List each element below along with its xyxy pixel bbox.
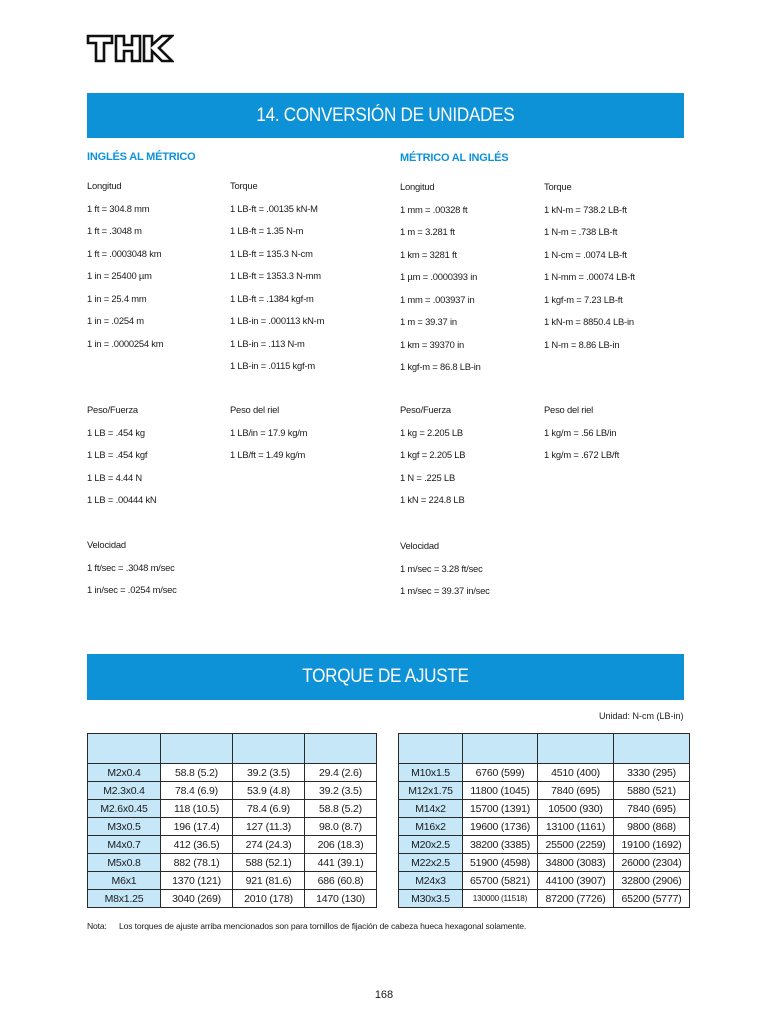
column-title: Peso/Fuerza xyxy=(400,404,451,415)
torque-cell: 130000 (11518) xyxy=(463,890,538,908)
heading-ingles-metrico: INGLÉS AL MÉTRICO xyxy=(87,151,196,163)
bolt-size-cell: M30x3.5 xyxy=(399,890,463,908)
table-row xyxy=(88,890,377,908)
conversion-item: 1 LB-ft = 1.35 N-m xyxy=(230,225,304,236)
conversion-item: 1 mm = .00328 ft xyxy=(400,203,468,215)
conversion-item: 1 mm = .003937 in xyxy=(400,293,475,305)
torque-cell: 441 (39.1) xyxy=(305,854,377,872)
footnote-label: Nota: xyxy=(87,921,107,931)
torque-cell: 26000 (2304) xyxy=(614,854,690,872)
conversion-item: 1 LB = .00444 kN xyxy=(87,494,157,505)
bolt-size-cell: M20x2.5 xyxy=(399,836,463,854)
conversion-item: 1 N-cm = .0074 LB-ft xyxy=(544,248,627,260)
conversion-item: 1 LB = .454 kgf xyxy=(87,449,148,460)
unit-note: Unidad: N-cm (LB-in) xyxy=(599,711,684,721)
torque-cell: 4510 (400) xyxy=(538,764,614,782)
torque-cell: 65700 (5821) xyxy=(463,872,538,890)
conversion-item: 1 m/sec = 39.37 in/sec xyxy=(400,585,490,596)
torque-cell: 206 (18.3) xyxy=(305,836,377,854)
torque-cell: 3040 (269) xyxy=(161,890,233,908)
table-row xyxy=(399,854,690,872)
column-title: Peso/Fuerza xyxy=(87,404,138,415)
conversion-item: 1 in = .0254 m xyxy=(87,315,144,326)
conversion-item: 1 kgf = 2.205 LB xyxy=(400,449,466,460)
table-header-cell xyxy=(233,734,305,764)
thk-logo xyxy=(86,30,174,66)
table-row xyxy=(88,836,377,854)
bolt-size-cell: M24x3 xyxy=(399,872,463,890)
bolt-size-cell: M8x1.25 xyxy=(88,890,161,908)
section-banner-conversion xyxy=(87,93,684,138)
conversion-item: 1 m = 3.281 ft xyxy=(400,226,455,237)
met-ing-riel-column xyxy=(544,404,619,472)
table-header-cell xyxy=(399,734,463,764)
ing-met-longitud-column xyxy=(87,180,163,360)
conversion-item: 1 LB-in = .0115 kgf-m xyxy=(230,360,315,371)
torque-cell: 11800 (1045) xyxy=(463,782,538,800)
table-row xyxy=(399,782,690,800)
torque-cell: 15700 (1391) xyxy=(463,800,538,818)
torque-cell: 5880 (521) xyxy=(614,782,690,800)
torque-cell: 10500 (930) xyxy=(538,800,614,818)
torque-cell: 38200 (3385) xyxy=(463,836,538,854)
torque-cell: 412 (36.5) xyxy=(161,836,233,854)
torque-cell: 44100 (3907) xyxy=(538,872,614,890)
torque-cell: 686 (60.8) xyxy=(305,872,377,890)
bolt-size-cell: M16x2 xyxy=(399,818,463,836)
conversion-item: 1 LB-ft = 1353.3 N-mm xyxy=(230,270,321,281)
column-title: Velocidad xyxy=(87,539,126,550)
torque-cell: 588 (52.1) xyxy=(233,854,305,872)
torque-cell: 921 (81.6) xyxy=(233,872,305,890)
conversion-item: 1 ft = .0003048 km xyxy=(87,247,162,259)
conversion-item: 1 km = 3281 ft xyxy=(400,248,457,260)
conversion-item: 1 LB-ft = 135.3 N-cm xyxy=(230,247,313,259)
torque-cell: 78.4 (6.9) xyxy=(233,800,305,818)
bolt-size-cell: M12x1.75 xyxy=(399,782,463,800)
column-title: Longitud xyxy=(87,180,122,191)
torque-cell: 78.4 (6.9) xyxy=(161,782,233,800)
conversion-item: 1 LB-in = .000113 kN-m xyxy=(230,315,325,326)
ing-met-peso-column xyxy=(87,404,157,517)
conversion-item: 1 LB = 4.44 N xyxy=(87,471,142,483)
bolt-size-cell: M5x0.8 xyxy=(88,854,161,872)
table-row xyxy=(88,854,377,872)
torque-cell: 19100 (1692) xyxy=(614,836,690,854)
conversion-item: 1 kN = 224.8 LB xyxy=(400,494,465,505)
section-banner-torque xyxy=(87,654,684,700)
bolt-size-cell: M10x1.5 xyxy=(399,764,463,782)
conversion-item: 1 µm = .0000393 in xyxy=(400,271,478,282)
conversion-item: 1 N = .225 LB xyxy=(400,471,455,483)
torque-cell: 7840 (695) xyxy=(538,782,614,800)
column-title: Torque xyxy=(230,180,258,191)
conversion-item: 1 kgf-m = 7.23 LB-ft xyxy=(544,293,623,305)
torque-cell: 58.8 (5.2) xyxy=(161,764,233,782)
ing-met-riel-column xyxy=(230,404,307,472)
bolt-size-cell: M2.3x0.4 xyxy=(88,782,161,800)
conversion-item: 1 in/sec = .0254 m/sec xyxy=(87,584,177,595)
banner-title: 14. CONVERSIÓN DE UNIDADES xyxy=(256,105,515,126)
torque-cell: 65200 (5777) xyxy=(614,890,690,908)
conversion-item: 1 kgf-m = 86.8 LB-in xyxy=(400,361,481,372)
torque-cell: 32800 (2906) xyxy=(614,872,690,890)
conversion-item: 1 in = 25400 µm xyxy=(87,270,152,281)
torque-cell: 87200 (7726) xyxy=(538,890,614,908)
column-title: Peso del riel xyxy=(230,404,279,415)
torque-cell: 29.4 (2.6) xyxy=(305,764,377,782)
conversion-item: 1 kg/m = .672 LB/ft xyxy=(544,449,620,460)
table-header-cell xyxy=(161,734,233,764)
conversion-item: 1 LB-in = .113 N-m xyxy=(230,337,305,349)
ing-met-torque-column xyxy=(230,180,324,383)
bolt-size-cell: M2x0.4 xyxy=(88,764,161,782)
torque-cell: 2010 (178) xyxy=(233,890,305,908)
torque-cell: 7840 (695) xyxy=(614,800,690,818)
met-ing-velocidad-column xyxy=(400,540,490,608)
met-ing-peso-column xyxy=(400,404,465,517)
torque-cell: 118 (10.5) xyxy=(161,800,233,818)
met-ing-torque-column xyxy=(544,181,635,361)
table-row xyxy=(88,872,377,890)
table-row xyxy=(88,782,377,800)
conversion-item: 1 N-m = .738 LB-ft xyxy=(544,226,618,237)
table-row xyxy=(399,872,690,890)
torque-cell: 274 (24.3) xyxy=(233,836,305,854)
conversion-item: 1 LB/ft = 1.49 kg/m xyxy=(230,449,306,460)
bolt-size-cell: M6x1 xyxy=(88,872,161,890)
bolt-size-cell: M3x0.5 xyxy=(88,818,161,836)
table-header-cell xyxy=(538,734,614,764)
torque-cell: 1470 (130) xyxy=(305,890,377,908)
conversion-item: 1 kg = 2.205 LB xyxy=(400,426,463,438)
torque-cell: 25500 (2259) xyxy=(538,836,614,854)
conversion-item: 1 LB-ft = .00135 kN-M xyxy=(230,202,318,214)
conversion-item: 1 kg/m = .56 LB/in xyxy=(544,426,617,438)
torque-cell: 882 (78.1) xyxy=(161,854,233,872)
conversion-item: 1 km = 39370 in xyxy=(400,338,464,350)
torque-cell: 13100 (1161) xyxy=(538,818,614,836)
table-row xyxy=(399,800,690,818)
conversion-item: 1 in = 25.4 mm xyxy=(87,292,147,304)
banner-title: TORQUE DE AJUSTE xyxy=(302,666,469,687)
table-header-row xyxy=(88,734,377,764)
torque-cell: 9800 (868) xyxy=(614,818,690,836)
torque-table-right xyxy=(398,733,690,908)
table-header-cell xyxy=(463,734,538,764)
table-row xyxy=(88,800,377,818)
table-row xyxy=(88,764,377,782)
torque-cell: 53.9 (4.8) xyxy=(233,782,305,800)
bolt-size-cell: M4x0.7 xyxy=(88,836,161,854)
conversion-item: 1 LB-ft = .1384 kgf-m xyxy=(230,292,314,304)
table-row xyxy=(399,836,690,854)
table-header-row xyxy=(399,734,690,764)
torque-table-left xyxy=(87,733,377,908)
torque-cell: 51900 (4598) xyxy=(463,854,538,872)
table-row xyxy=(399,818,690,836)
ing-met-velocidad-column xyxy=(87,539,177,607)
conversion-item: 1 kN-m = 738.2 LB-ft xyxy=(544,203,627,215)
conversion-item: 1 LB/in = 17.9 kg/m xyxy=(230,426,308,438)
bolt-size-cell: M14x2 xyxy=(399,800,463,818)
table-row xyxy=(88,818,377,836)
page-number: 168 xyxy=(374,989,394,1001)
conversion-item: 1 m = 39.37 in xyxy=(400,316,457,327)
table-row xyxy=(399,764,690,782)
conversion-item: 1 ft = 304.8 mm xyxy=(87,202,150,214)
table-header-cell xyxy=(88,734,161,764)
met-ing-longitud-column xyxy=(400,181,481,384)
torque-cell: 39.2 (3.5) xyxy=(233,764,305,782)
torque-cell: 127 (11.3) xyxy=(233,818,305,836)
column-title: Longitud xyxy=(400,181,435,192)
torque-cell: 39.2 (3.5) xyxy=(305,782,377,800)
conversion-item: 1 LB = .454 kg xyxy=(87,426,145,438)
conversion-item: 1 N-mm = .00074 LB-ft xyxy=(544,271,635,282)
column-title: Torque xyxy=(544,181,572,192)
heading-metrico-ingles: MÉTRICO AL INGLÉS xyxy=(400,152,509,164)
conversion-item: 1 m/sec = 3.28 ft/sec xyxy=(400,562,483,574)
column-title: Peso del riel xyxy=(544,404,593,415)
table-header-cell xyxy=(305,734,377,764)
conversion-item: 1 in = .0000254 km xyxy=(87,337,164,349)
conversion-item: 1 ft = .3048 m xyxy=(87,225,142,236)
column-title: Velocidad xyxy=(400,540,439,551)
table-row xyxy=(399,890,690,908)
torque-cell: 196 (17.4) xyxy=(161,818,233,836)
footnote-text: Los torques de ajuste arriba mencionados son para tornillos de fijación de cabeza hueca hexagonal solamente. xyxy=(119,921,527,931)
torque-cell: 98.0 (8.7) xyxy=(305,818,377,836)
torque-cell: 1370 (121) xyxy=(161,872,233,890)
torque-cell: 6760 (599) xyxy=(463,764,538,782)
bolt-size-cell: M22x2.5 xyxy=(399,854,463,872)
torque-cell: 3330 (295) xyxy=(614,764,690,782)
conversion-item: 1 N-m = 8.86 LB-in xyxy=(544,338,620,350)
bolt-size-cell: M2.6x0.45 xyxy=(88,800,161,818)
torque-cell: 19600 (1736) xyxy=(463,818,538,836)
torque-cell: 34800 (3083) xyxy=(538,854,614,872)
torque-cell: 58.8 (5.2) xyxy=(305,800,377,818)
conversion-item: 1 ft/sec = .3048 m/sec xyxy=(87,561,175,573)
table-header-cell xyxy=(614,734,690,764)
conversion-item: 1 kN-m = 8850.4 LB-in xyxy=(544,316,634,327)
footnote xyxy=(87,921,526,931)
